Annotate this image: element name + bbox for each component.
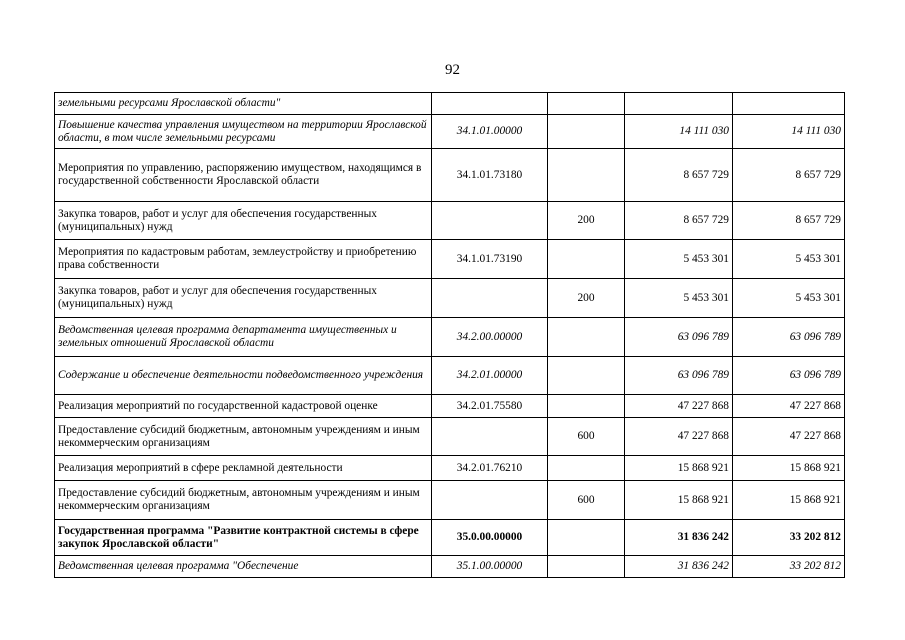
row-amount-1: 15 868 921: [625, 456, 733, 481]
row-name: Содержание и обеспечение деятельности подведомственного учреждения: [55, 357, 432, 395]
row-code: [432, 418, 548, 456]
row-amount-2: 5 453 301: [733, 279, 845, 318]
row-expense-type: [548, 456, 625, 481]
row-amount-1: 14 111 030: [625, 115, 733, 149]
row-amount-2: 47 227 868: [733, 395, 845, 418]
table-row: [55, 481, 845, 520]
row-expense-type: 600: [548, 481, 625, 520]
row-amount-1: 63 096 789: [625, 357, 733, 395]
table-row: [55, 93, 845, 115]
row-name: Закупка товаров, работ и услуг для обеспечения государственных (муниципальных) нужд: [55, 202, 432, 240]
row-amount-1: 15 868 921: [625, 481, 733, 520]
table-row: [55, 395, 845, 418]
row-amount-2: [733, 93, 845, 115]
row-amount-2: 8 657 729: [733, 202, 845, 240]
row-code: [432, 279, 548, 318]
row-code: 34.2.01.75580: [432, 395, 548, 418]
row-name: Закупка товаров, работ и услуг для обеспечения государственных (муниципальных) нужд: [55, 279, 432, 318]
table-row: [55, 357, 845, 395]
row-expense-type: [548, 357, 625, 395]
budget-table: [54, 92, 845, 578]
row-amount-2: 15 868 921: [733, 456, 845, 481]
row-expense-type: [548, 149, 625, 202]
row-amount-1: 63 096 789: [625, 318, 733, 357]
row-expense-type: 200: [548, 202, 625, 240]
row-expense-type: [548, 93, 625, 115]
row-amount-2: 15 868 921: [733, 481, 845, 520]
row-code: 34.2.01.00000: [432, 357, 548, 395]
row-amount-1: [625, 93, 733, 115]
row-code: 34.1.01.73190: [432, 240, 548, 279]
row-code: 34.1.01.73180: [432, 149, 548, 202]
row-expense-type: 600: [548, 418, 625, 456]
row-amount-2: 63 096 789: [733, 357, 845, 395]
row-expense-type: [548, 520, 625, 556]
row-name: Реализация мероприятий в сфере рекламной деятельности: [55, 456, 432, 481]
row-code: [432, 481, 548, 520]
row-name: земельными ресурсами Ярославской области": [55, 93, 432, 115]
row-expense-type: [548, 318, 625, 357]
row-code: 35.1.00.00000: [432, 556, 548, 578]
row-expense-type: [548, 556, 625, 578]
row-name: Мероприятия по кадастровым работам, землеустройству и приобретению права собственности: [55, 240, 432, 279]
row-name: Предоставление субсидий бюджетным, автономным учреждениям и иным некоммерческим организациям: [55, 481, 432, 520]
table-row: [55, 456, 845, 481]
page-number: 92: [445, 62, 460, 78]
table-row: [55, 318, 845, 357]
row-expense-type: [548, 395, 625, 418]
row-amount-1: 8 657 729: [625, 202, 733, 240]
row-code: [432, 93, 548, 115]
row-name: Ведомственная целевая программа "Обеспечение: [55, 556, 432, 578]
table-row: [55, 520, 845, 556]
table-row: [55, 202, 845, 240]
row-code: 34.1.01.00000: [432, 115, 548, 149]
row-name: Ведомственная целевая программа департамента имущественных и земельных отношений Ярославской области: [55, 318, 432, 357]
row-amount-1: 31 836 242: [625, 520, 733, 556]
row-expense-type: [548, 115, 625, 149]
row-amount-1: 47 227 868: [625, 418, 733, 456]
row-amount-1: 8 657 729: [625, 149, 733, 202]
row-amount-2: 5 453 301: [733, 240, 845, 279]
row-name: Реализация мероприятий по государственной кадастровой оценке: [55, 395, 432, 418]
table-row: [55, 149, 845, 202]
row-name: Повышение качества управления имуществом на территории Ярославской области, в том числе земельными ресурсами: [55, 115, 432, 149]
table-row: [55, 279, 845, 318]
row-name: Государственная программа "Развитие контрактной системы в сфере закупок Ярославской области": [55, 520, 432, 556]
row-amount-2: 63 096 789: [733, 318, 845, 357]
row-amount-2: 14 111 030: [733, 115, 845, 149]
row-amount-2: 8 657 729: [733, 149, 845, 202]
table-row: [55, 556, 845, 578]
table-row: [55, 240, 845, 279]
row-expense-type: [548, 240, 625, 279]
row-code: [432, 202, 548, 240]
row-code: 35.0.00.00000: [432, 520, 548, 556]
table-row: [55, 418, 845, 456]
row-name: Предоставление субсидий бюджетным, автономным учреждениям и иным некоммерческим организациям: [55, 418, 432, 456]
table-row: [55, 115, 845, 149]
row-amount-2: 33 202 812: [733, 556, 845, 578]
row-amount-2: 47 227 868: [733, 418, 845, 456]
row-amount-1: 47 227 868: [625, 395, 733, 418]
row-amount-1: 5 453 301: [625, 240, 733, 279]
row-code: 34.2.01.76210: [432, 456, 548, 481]
row-expense-type: 200: [548, 279, 625, 318]
row-amount-1: 5 453 301: [625, 279, 733, 318]
row-amount-2: 33 202 812: [733, 520, 845, 556]
row-amount-1: 31 836 242: [625, 556, 733, 578]
row-code: 34.2.00.00000: [432, 318, 548, 357]
row-name: Мероприятия по управлению, распоряжению имуществом, находящимся в государственной собственности Ярославской области: [55, 149, 432, 202]
